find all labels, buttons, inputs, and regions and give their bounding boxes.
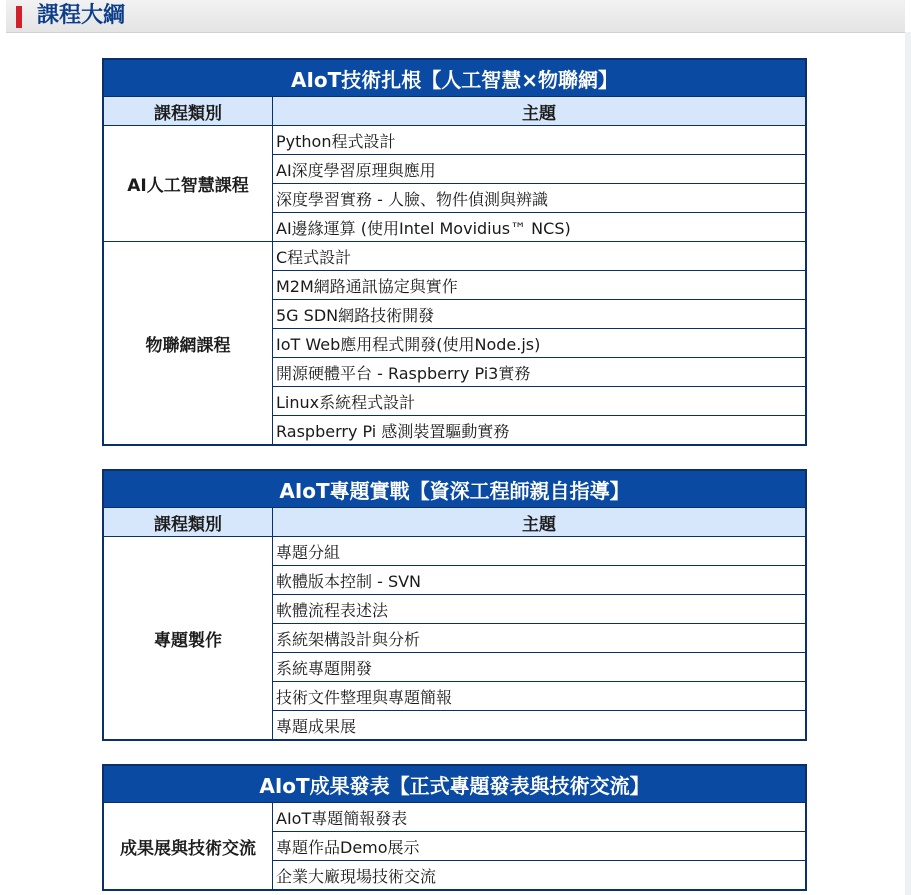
column-header-category: 課程類別	[103, 508, 273, 537]
topic-cell: 5G SDN網路技術開發	[273, 300, 807, 329]
course-table-aiot-foundation	[102, 58, 807, 446]
column-header-topic: 主題	[273, 508, 807, 537]
column-header-category: 課程類別	[103, 97, 273, 126]
topic-cell: 專題分組	[273, 537, 807, 566]
topic-cell: IoT Web應用程式開發(使用Node.js)	[273, 329, 807, 358]
topic-cell: Linux系統程式設計	[273, 387, 807, 416]
topic-cell: C程式設計	[273, 242, 807, 271]
section-title: 課程大綱	[37, 3, 126, 28]
topic-cell: Raspberry Pi 感測裝置驅動實務	[273, 416, 807, 446]
topic-cell: 軟體版本控制 - SVN	[273, 566, 807, 595]
topic-cell: 軟體流程表述法	[273, 595, 807, 624]
category-cell: AI人工智慧課程	[103, 126, 273, 242]
topic-cell: M2M網路通訊協定與實作	[273, 271, 807, 300]
topic-cell: 開源硬體平台 - Raspberry Pi3實務	[273, 358, 807, 387]
table-row	[103, 126, 806, 155]
topic-cell: 系統專題開發	[273, 653, 807, 682]
table-row	[103, 537, 806, 566]
topic-cell: 系統架構設計與分析	[273, 624, 807, 653]
section-accent-bar	[16, 6, 22, 28]
column-header-topic: 主題	[273, 97, 807, 126]
category-cell: 專題製作	[103, 537, 273, 741]
course-table-aiot-presentation	[102, 764, 807, 891]
course-table-aiot-project	[102, 469, 807, 741]
category-cell: 物聯網課程	[103, 242, 273, 446]
page-right-border	[905, 32, 911, 895]
section-header	[6, 0, 905, 33]
table-row	[103, 242, 806, 271]
topic-cell: 企業大廠現場技術交流	[273, 861, 807, 891]
topic-cell: AIoT專題簡報發表	[273, 803, 807, 832]
topic-cell: 深度學習實務 - 人臉、物件偵測與辨識	[273, 184, 807, 213]
category-cell: 成果展與技術交流	[103, 803, 273, 891]
table-row	[103, 803, 806, 832]
topic-cell: 技術文件整理與專題簡報	[273, 682, 807, 711]
table-title: AIoT成果發表【正式專題發表與技術交流】	[103, 765, 806, 803]
topic-cell: 專題作品Demo展示	[273, 832, 807, 861]
topic-cell: Python程式設計	[273, 126, 807, 155]
topic-cell: AI邊緣運算 (使用Intel Movidius™ NCS)	[273, 213, 807, 242]
topic-cell: AI深度學習原理與應用	[273, 155, 807, 184]
table-title: AIoT專題實戰【資深工程師親自指導】	[103, 470, 806, 508]
topic-cell: 專題成果展	[273, 711, 807, 741]
table-title: AIoT技術扎根【人工智慧×物聯網】	[103, 59, 806, 97]
